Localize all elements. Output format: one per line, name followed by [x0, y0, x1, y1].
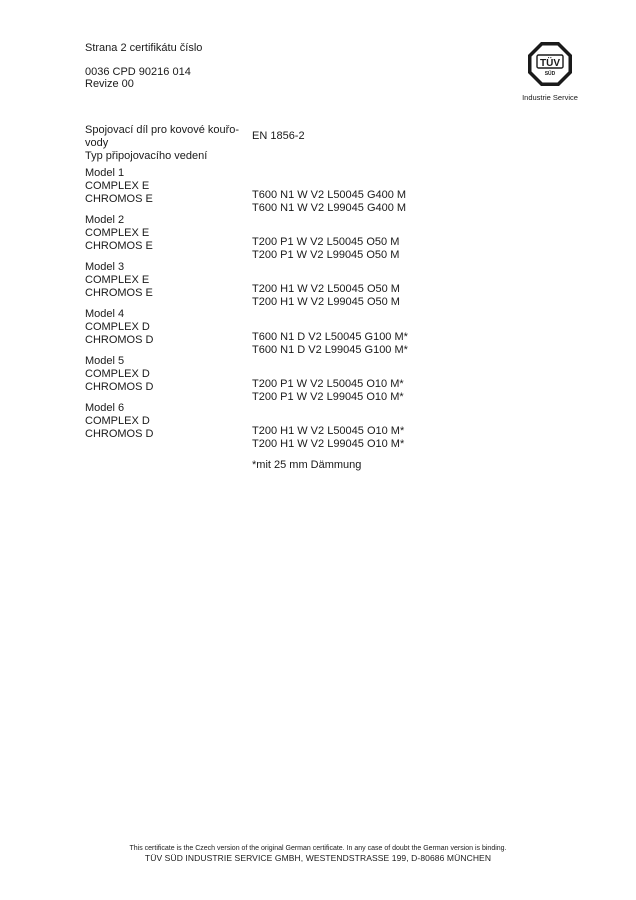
model-line: CHROMOS D	[85, 334, 154, 346]
description-line-1: Spojovací díl pro kovové kouřo-	[85, 124, 240, 136]
footnote: *mit 25 mm Dämmung	[252, 459, 362, 471]
model-line: CHROMOS E	[85, 287, 153, 299]
model-line: COMPLEX E	[85, 274, 150, 286]
model-line: CHROMOS D	[85, 428, 154, 440]
model-name: Model 4	[85, 308, 125, 320]
model-entry	[85, 402, 245, 441]
code-pair	[252, 283, 400, 309]
designation-code: T600 N1 W V2 L50045 G400 M	[252, 189, 407, 201]
code-pair	[252, 236, 399, 262]
product-description	[85, 124, 245, 163]
designation-code: T200 H1 W V2 L99045 O50 M	[252, 296, 400, 308]
certificate-number: 0036 CPD 90216 014	[85, 66, 191, 78]
logo-caption: Industrie Service	[522, 93, 578, 102]
code-pair	[252, 331, 408, 357]
model-entry	[85, 355, 245, 394]
footer-disclaimer: This certificate is the Czech version of the original German certificate. In any case of doubt the German version is binding.	[129, 845, 507, 852]
revision: Revize 00	[85, 78, 134, 90]
model-line: COMPLEX D	[85, 368, 150, 380]
code-pair	[252, 189, 406, 215]
model-line: CHROMOS D	[85, 381, 154, 393]
designation-code: T600 N1 W V2 L99045 G400 M	[252, 202, 407, 214]
model-line: COMPLEX D	[85, 321, 150, 333]
model-entry	[85, 214, 245, 253]
model-name: Model 5	[85, 355, 125, 367]
model-name: Model 3	[85, 261, 125, 273]
model-name: Model 6	[85, 402, 125, 414]
code-pair	[252, 378, 404, 404]
designation-code: T200 P1 W V2 L50045 O50 M	[252, 236, 400, 248]
designation-code: T600 N1 D V2 L99045 G100 M*	[252, 344, 408, 356]
description-line-2: vody	[85, 137, 109, 149]
model-line: CHROMOS E	[85, 240, 153, 252]
model-name: Model 2	[85, 214, 125, 226]
description-line-3: Typ připojovacího vedení	[85, 150, 208, 162]
code-pair	[252, 425, 404, 451]
logo-subtext: SÜD	[544, 71, 556, 77]
designation-code: T200 P1 W V2 L50045 O10 M*	[252, 378, 404, 390]
model-line: COMPLEX D	[85, 415, 150, 427]
model-line: COMPLEX E	[85, 227, 150, 239]
designation-code: T200 H1 W V2 L50045 O50 M	[252, 283, 400, 295]
designation-codes	[252, 0, 552, 480]
standard-reference: EN 1856-2	[252, 130, 305, 142]
model-line: CHROMOS E	[85, 193, 153, 205]
model-line: COMPLEX E	[85, 180, 150, 192]
footer-address: TÜV SÜD INDUSTRIE SERVICE GMBH, WESTENDSTRASSE 199, D-80686 MÜNCHEN	[144, 853, 492, 863]
designation-code: T200 H1 W V2 L99045 O10 M*	[252, 438, 405, 450]
model-entry	[85, 167, 245, 206]
model-name: Model 1	[85, 167, 125, 179]
model-entry	[85, 261, 245, 300]
designation-code: T200 H1 W V2 L50045 O10 M*	[252, 425, 405, 437]
page-line: Strana 2 certifikátu číslo	[85, 42, 203, 54]
logo-text: TÜV	[540, 58, 560, 69]
designation-code: T200 P1 W V2 L99045 O10 M*	[252, 391, 404, 403]
models-list	[85, 167, 245, 449]
designation-code: T600 N1 D V2 L50045 G100 M*	[252, 331, 408, 343]
designation-code: T200 P1 W V2 L99045 O50 M	[252, 249, 400, 261]
model-entry	[85, 308, 245, 347]
